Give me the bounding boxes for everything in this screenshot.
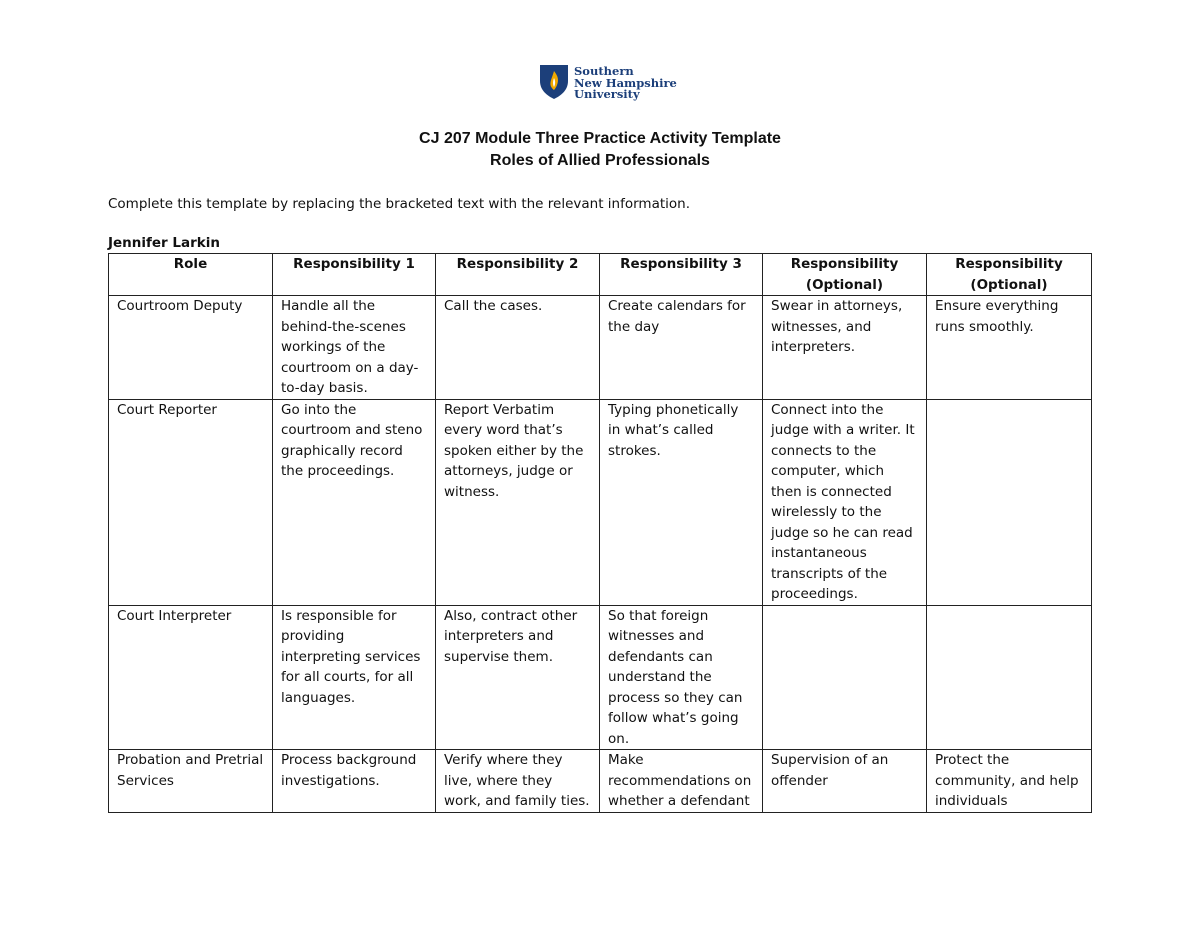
- table-cell[interactable]: Verify where they live, where they work, and family ties.: [436, 750, 600, 813]
- logo-line-1: Southern: [574, 64, 634, 78]
- student-name: Jennifer Larkin: [108, 235, 221, 251]
- table-cell[interactable]: Courtroom Deputy: [109, 296, 273, 400]
- table-row: [109, 296, 1092, 400]
- table-cell[interactable]: Connect into the judge with a writer. It connects to the computer, which then is connected wirelessly to the judge so he can read instantaneous transcripts of the proceedings.: [763, 399, 927, 605]
- university-logo: [539, 64, 677, 101]
- document-subtitle: Roles of Allied Professionals: [490, 152, 710, 169]
- header-responsibility-optional-2: Responsibility (Optional): [927, 254, 1092, 296]
- table-row: [109, 750, 1092, 813]
- document-title: CJ 207 Module Three Practice Activity Template: [419, 130, 781, 147]
- logo-wordmark: [574, 64, 677, 101]
- logo-line-3: University: [574, 87, 640, 101]
- table-row: [109, 605, 1092, 750]
- table-cell[interactable]: Make recommendations on whether a defendant: [600, 750, 763, 813]
- table-cell[interactable]: Report Verbatim every word that’s spoken either by the attorneys, judge or witness.: [436, 399, 600, 605]
- table-cell[interactable]: Court Reporter: [109, 399, 273, 605]
- table-cell[interactable]: Handle all the behind-the-scenes workings of the courtroom on a day-to-day basis.: [273, 296, 436, 400]
- logo-line-2: New Hampshire: [574, 75, 677, 90]
- table-cell[interactable]: Also, contract other interpreters and supervise them.: [436, 605, 600, 750]
- header-responsibility-1: Responsibility 1: [273, 254, 436, 296]
- table-cell[interactable]: Typing phonetically in what’s called strokes.: [600, 399, 763, 605]
- table-cell[interactable]: Process background investigations.: [273, 750, 436, 813]
- table-cell[interactable]: Protect the community, and help individuals: [927, 750, 1092, 813]
- header-role: Role: [109, 254, 273, 296]
- table-cell-empty[interactable]: [763, 605, 927, 750]
- header-responsibility-optional-1: Responsibility (Optional): [763, 254, 927, 296]
- table-cell-empty[interactable]: [927, 605, 1092, 750]
- table-cell[interactable]: Probation and Pretrial Services: [109, 750, 273, 813]
- roles-table: [108, 253, 1092, 813]
- table-cell[interactable]: Create calendars for the day: [600, 296, 763, 400]
- table-header-row: [109, 254, 1092, 296]
- table-cell[interactable]: Ensure everything runs smoothly.: [927, 296, 1092, 400]
- table-cell[interactable]: Court Interpreter: [109, 605, 273, 750]
- header-responsibility-3: Responsibility 3: [600, 254, 763, 296]
- table-cell[interactable]: Go into the courtroom and steno graphically record the proceedings.: [273, 399, 436, 605]
- table-row: [109, 399, 1092, 605]
- table-cell[interactable]: Is responsible for providing interpreting services for all courts, for all languages.: [273, 605, 436, 750]
- header-responsibility-2: Responsibility 2: [436, 254, 600, 296]
- table-cell[interactable]: Supervision of an offender: [763, 750, 927, 813]
- table-cell-empty[interactable]: [927, 399, 1092, 605]
- table-cell[interactable]: Call the cases.: [436, 296, 600, 400]
- table-cell[interactable]: So that foreign witnesses and defendants can understand the process so they can follow what’s going on.: [600, 605, 763, 750]
- instructions-text: Complete this template by replacing the bracketed text with the relevant information.: [108, 196, 691, 212]
- table-cell[interactable]: Swear in attorneys, witnesses, and interpreters.: [763, 296, 927, 400]
- shield-flame-icon: [539, 64, 569, 100]
